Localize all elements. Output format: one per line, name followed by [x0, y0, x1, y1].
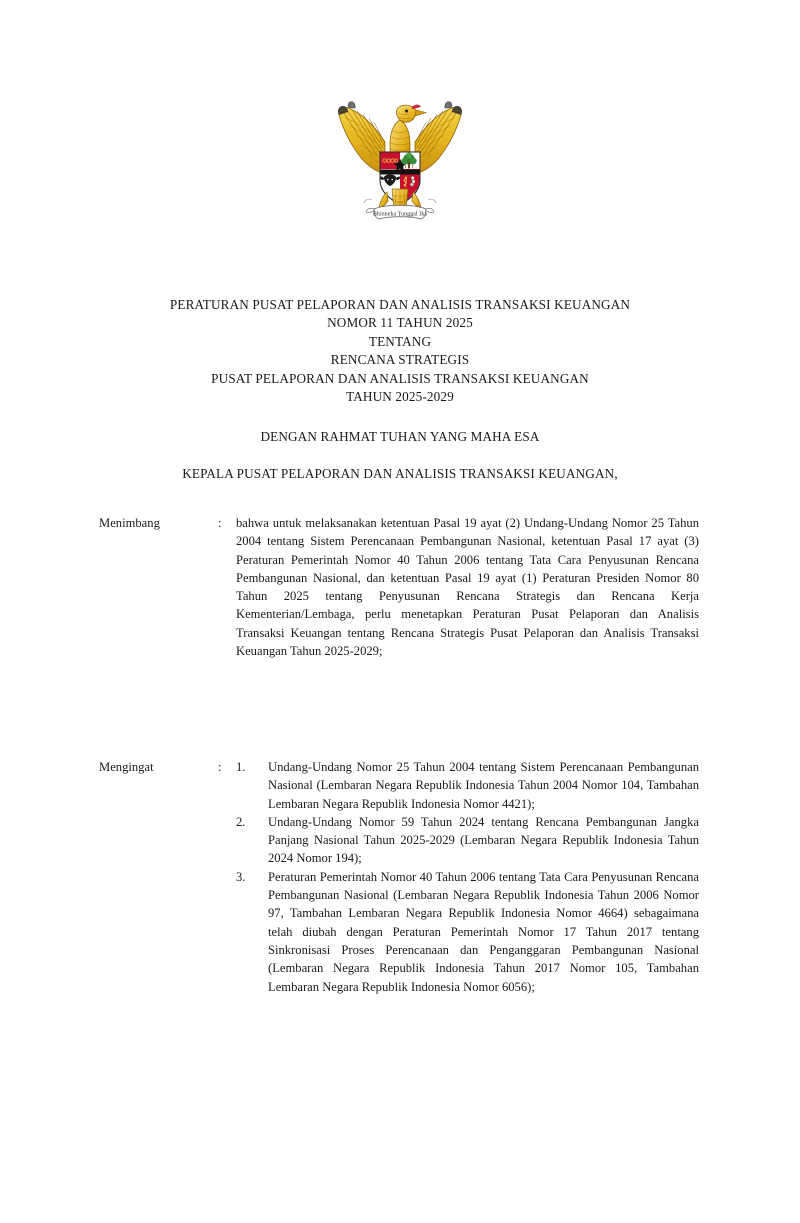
menimbang-body — [236, 514, 699, 660]
mengingat-colon: : — [218, 760, 222, 774]
list-item-paragraph: Undang-Undang Nomor 59 Tahun 2024 tentang Rencana Pembangunan Jangka Panjang Nasional Tahun 2025-2029 (Lembaran Negara Republik Indonesia Tahun 2024 Nomor 194); — [268, 814, 699, 866]
title-line-5: PUSAT PELAPORAN DAN ANALISIS TRANSAKSI KEUANGAN — [211, 370, 589, 386]
title-line-1: PERATURAN PUSAT PELAPORAN DAN ANALISIS TRANSAKSI KEUANGAN — [169, 297, 631, 312]
mengingat-label: Mengingat — [99, 760, 154, 774]
invocation-line: DENGAN RAHMAT TUHAN YANG MAHA ESA — [260, 429, 540, 444]
page-title — [100, 296, 700, 406]
svg-text:Bhinneka Tunggal Ika: Bhinneka Tunggal Ika — [372, 211, 428, 218]
title-line-3: TENTANG — [368, 333, 432, 349]
list-item — [236, 868, 699, 996]
title-line-4: RENCANA STRATEGIS — [330, 352, 470, 368]
authority-line: KEPALA PUSAT PELAPORAN DAN ANALISIS TRANSAKSI KEUANGAN, — [182, 465, 618, 481]
list-item-marker: 3. — [236, 869, 246, 884]
mengingat-body — [236, 758, 699, 996]
list-item-text — [268, 758, 699, 813]
menimbang-label: Menimbang — [99, 516, 160, 530]
menimbang-colon: : — [218, 516, 222, 530]
menimbang-section — [99, 514, 699, 660]
emblem-container — [0, 96, 800, 233]
title-line-2: NOMOR 11 TAHUN 2025 — [327, 315, 473, 331]
list-item — [236, 758, 699, 813]
list-item-text — [268, 813, 699, 868]
list-item-marker: 2. — [236, 814, 246, 829]
mengingat-section — [99, 758, 699, 996]
list-item-marker: 1. — [236, 760, 246, 774]
list-item-text — [268, 868, 699, 996]
list-item-paragraph: Peraturan Pemerintah Nomor 40 Tahun 2006 tentang Tata Cara Penyusunan Rencana Pembangunan Nasional (Lembaran Negara Republik Indonesia Tahun 2006 Nomor 97, Tambahan Lembaran Negara Republik Indonesia Nomor 4664) sebagaimana telah diubah dengan Peraturan Pemerintah Nomor 17 Tahun 2017 tentang Sinkronisasi Proses Perencanaan dan Penganggaran Pembangunan Nasional (Lembaran Negara Republik Indonesia Tahun 2017 Nomor 105, Tambahan Lembaran Negara Republik Indonesia Nomor 6056); — [268, 869, 699, 994]
garuda-pancasila-icon — [326, 96, 474, 228]
list-item-paragraph: Undang-Undang Nomor 25 Tahun 2004 tentang Sistem Perencanaan Pembangunan Nasional (Lembaran Negara Republik Indonesia Tahun 2004 Nomor 104, Tambahan Lembaran Negara Republik Indonesia Nomor 4421); — [268, 760, 699, 811]
mengingat-list — [236, 758, 699, 996]
title-line-6: TAHUN 2025-2029 — [346, 389, 454, 405]
list-item — [236, 813, 699, 868]
menimbang-paragraph: bahwa untuk melaksanakan ketentuan Pasal 19 ayat (2) Undang-Undang Nomor 25 Tahun 2004 tentang Sistem Perencanaan Pembangunan Nasional, ketentuan Pasal 17 ayat (3) Peraturan Pemerintah Nomor 40 Tahun 2006 tentang Tata Cara Penyusunan Rencana Pembangunan Nasional, dan ketentuan Pasal 19 ayat (1) Peraturan Presiden Nomor 80 Tahun 2025 tentang Penyusunan Rencana Strategis dan Rencana Kerja Kementerian/Lembaga, perlu menetapkan Peraturan Pusat Pelaporan dan Analisis Transaksi Keuangan tentang Rencana Strategis Pusat Pelaporan dan Analisis Transaksi Keuangan Tahun 2025-2029; — [236, 516, 699, 659]
invocation-block — [100, 428, 700, 483]
